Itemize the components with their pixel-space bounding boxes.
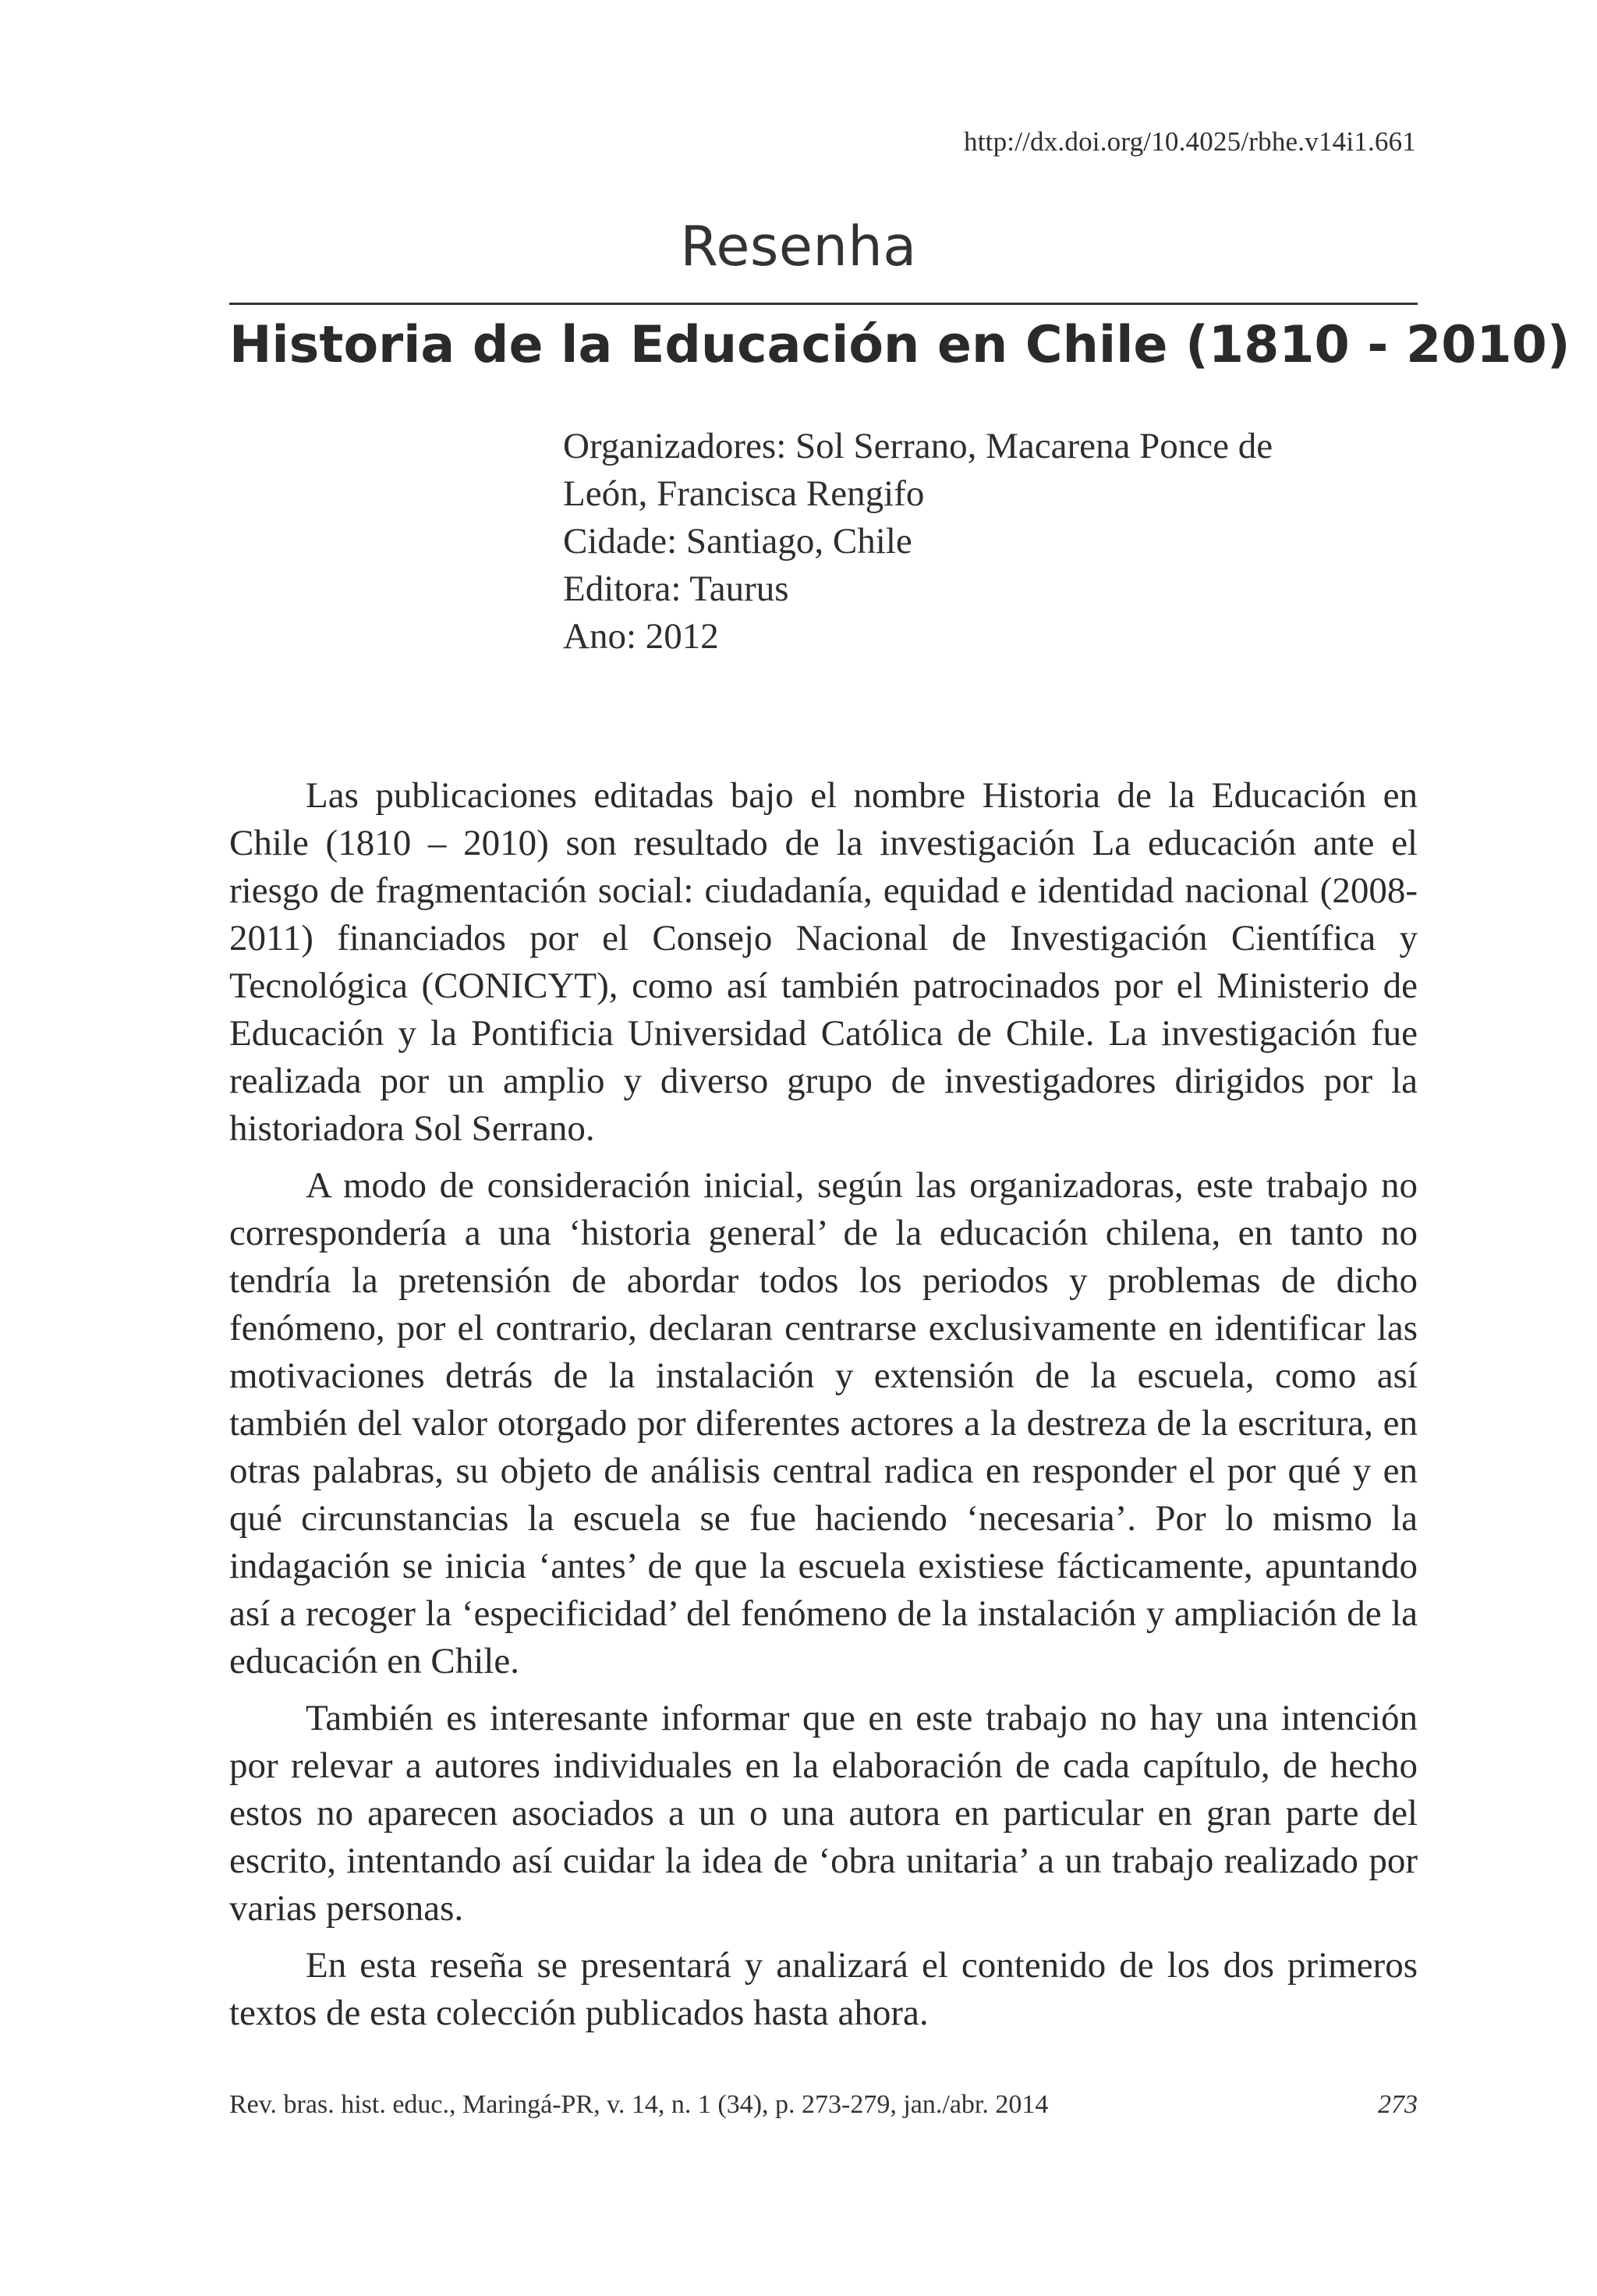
publisher: Editora: Taurus xyxy=(563,569,789,609)
book-info xyxy=(563,423,1418,661)
page-footer xyxy=(229,2090,1418,2120)
review-title: Historia de la Educación en Chile (1810 - 2010) xyxy=(229,316,1570,374)
paragraph-1: Las publicaciones editadas bajo el nombre Historia de la Educación en Chile (1810 – 2010) son resultado de la investigación La educación ante el riesgo de fragmentación social: ciudadanía, equidad e identidad nacional (2008-2011) financiados por el Consejo Nacional de Investigación Científica y Tecnológica (CONICYT), como así también patrocinados por el Ministerio de Educación y la Pontificia Universidad Católica de Chile. La investigación fue realizada por un amplio y diverso grupo de investigadores dirigidos por la historiadora Sol Serrano. xyxy=(229,775,1418,1149)
section-label: Resenha xyxy=(680,214,917,278)
journal-citation: Rev. bras. hist. educ., Maringá-PR, v. 14, n. 1 (34), p. 273-279, jan./abr. 2014 xyxy=(229,2090,1049,2119)
paragraph-2: A modo de consideración inicial, según las organizadoras, este trabajo no correspondería a una ‘historia general’ de la educación chilena, en tanto no tendría la pretensión de abordar todos los periodos y problemas de dicho fenómeno, por el contrario, declaran centrarse exclusivamente en identificar las motivaciones detrás de la instalación y extensión de la escuela, como así también del valor otorgado por diferentes actores a la destreza de la escritura, en otras palabras, su objeto de análisis central radica en responder el por qué y en qué circunstancias la escuela se fue haciendo ‘necesaria’. Por lo mismo la indagación se inicia ‘antes’ de que la escuela existiese fácticamente, apuntando así a recoger la ‘especificidad’ del fenómeno de la instalación y ampliación de la educación en Chile. xyxy=(229,1165,1418,1681)
title-divider xyxy=(229,303,1418,305)
organizers-line-1: Organizadores: Sol Serrano, Macarena Ponce de xyxy=(563,426,1273,466)
city: Cidade: Santiago, Chile xyxy=(563,521,912,562)
review-body xyxy=(229,772,1418,2046)
paragraph-4: En esta reseña se presentará y analizará el contenido de los dos primeros textos de esta colección publicados hasta ahora. xyxy=(229,1945,1418,2033)
organizers-line-2: León, Francisca Rengifo xyxy=(563,473,925,514)
paragraph-3: También es interesante informar que en este trabajo no hay una intención por relevar a autores individuales en la elaboración de cada capítulo, de hecho estos no aparecen asociados a un o una autora en particular en gran parte del escrito, intentando así cuidar la idea de ‘obra unitaria’ a un trabajo realizado por varias personas. xyxy=(229,1698,1418,1929)
doi-link[interactable]: http://dx.doi.org/10.4025/rbhe.v14i1.661 xyxy=(964,126,1416,157)
year: Ano: 2012 xyxy=(563,616,719,657)
page-number: 273 xyxy=(1378,2090,1418,2119)
